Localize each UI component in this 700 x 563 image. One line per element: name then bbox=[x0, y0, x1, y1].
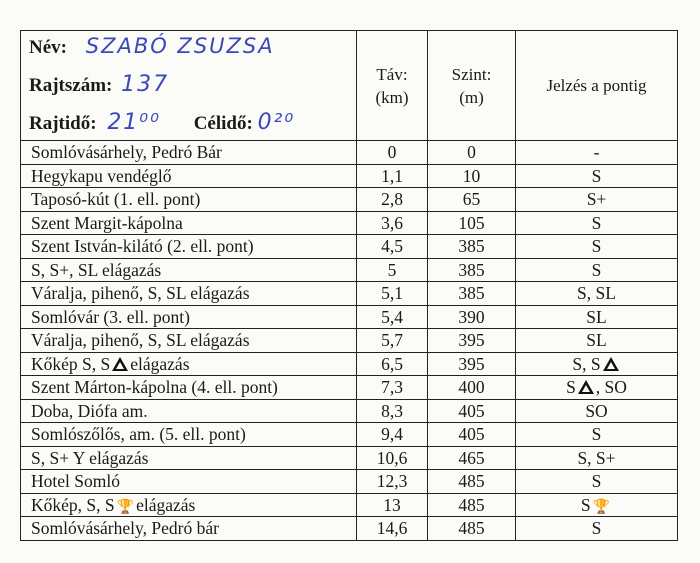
start-value: 21⁰⁰ bbox=[107, 110, 161, 135]
checkpoint-name-text: S, S+, SL elágazás bbox=[31, 259, 162, 280]
table-row bbox=[21, 235, 678, 259]
checkpoint-table bbox=[20, 30, 678, 541]
elevation-cell: 395 bbox=[428, 329, 516, 353]
distance-cell: 0 bbox=[357, 141, 428, 165]
checkpoint-name bbox=[21, 446, 357, 470]
distance-cell: 10,6 bbox=[357, 446, 428, 470]
table-row bbox=[21, 517, 678, 541]
checkpoint-name bbox=[21, 423, 357, 447]
finish-value: 0²⁰ bbox=[257, 110, 296, 135]
checkpoint-name bbox=[21, 352, 357, 376]
elevation-cell: 485 bbox=[428, 517, 516, 541]
checkpoint-name-text: Váralja, pihenő, S, SL elágazás bbox=[31, 283, 250, 304]
checkpoint-name bbox=[21, 305, 357, 329]
start-label: Rajtidő: bbox=[29, 113, 97, 134]
distance-cell: 5 bbox=[357, 258, 428, 282]
distance-cell: 3,6 bbox=[357, 211, 428, 235]
marking-suffix: , SO bbox=[595, 377, 627, 398]
checkpoint-name-text: Hegykapu vendéglő bbox=[31, 165, 172, 186]
distance-cell: 4,5 bbox=[357, 235, 428, 259]
checkpoint-name bbox=[21, 399, 357, 423]
checkpoint-name bbox=[21, 235, 357, 259]
table-row bbox=[21, 376, 678, 400]
cup-icon: 🏆 bbox=[592, 499, 611, 515]
table-row bbox=[21, 352, 678, 376]
triangle-icon bbox=[603, 357, 619, 371]
marking-text: S bbox=[591, 518, 602, 539]
name-value: SZABÓ ZSUZSA bbox=[85, 34, 275, 58]
finish-label: Célidő: bbox=[193, 113, 253, 134]
marking-cell bbox=[516, 517, 678, 541]
name-label: Név: bbox=[29, 37, 67, 58]
distance-cell: 12,3 bbox=[357, 470, 428, 494]
checkpoint-name bbox=[21, 164, 357, 188]
checkpoint-name-text: Szent István-kilátó (2. ell. pont) bbox=[31, 236, 254, 257]
elevation-cell: 395 bbox=[428, 352, 516, 376]
table-row bbox=[21, 141, 678, 165]
marking-cell bbox=[516, 188, 678, 212]
marking-text: S, SL bbox=[577, 283, 616, 304]
marking-cell bbox=[516, 141, 678, 165]
distance-header bbox=[357, 31, 428, 141]
table-row bbox=[21, 282, 678, 306]
elevation-cell: 385 bbox=[428, 282, 516, 306]
marking-text: S bbox=[580, 494, 591, 515]
triangle-icon bbox=[578, 380, 594, 394]
distance-cell: 6,5 bbox=[357, 352, 428, 376]
distance-header-unit: (km) bbox=[375, 87, 409, 107]
checkpoint-name bbox=[21, 470, 357, 494]
distance-cell: 5,7 bbox=[357, 329, 428, 353]
checkpoint-name-text: Szent Márton-kápolna (4. ell. pont) bbox=[31, 377, 278, 398]
marking-cell bbox=[516, 258, 678, 282]
elevation-cell: 105 bbox=[428, 211, 516, 235]
elevation-cell: 485 bbox=[428, 493, 516, 517]
marking-cell bbox=[516, 446, 678, 470]
distance-cell: 9,4 bbox=[357, 423, 428, 447]
elevation-header bbox=[428, 31, 516, 141]
elevation-cell: 65 bbox=[428, 188, 516, 212]
checkpoint-name-text: Somlóvásárhely, Pedró bár bbox=[31, 518, 219, 539]
marking-cell bbox=[516, 423, 678, 447]
marking-cell bbox=[516, 282, 678, 306]
checkpoint-name-text: Kőkép, S, S bbox=[31, 494, 115, 515]
marking-text: S bbox=[591, 165, 602, 186]
distance-header-label: Táv: bbox=[376, 64, 408, 84]
marking-text: S bbox=[591, 236, 602, 257]
checkpoint-name-text: Váralja, pihenő, S, SL elágazás bbox=[31, 330, 250, 351]
checkpoint-name bbox=[21, 258, 357, 282]
marking-text: SO bbox=[585, 400, 608, 421]
marking-text: S bbox=[591, 259, 602, 280]
checkpoint-name-text: Kőkép S, S bbox=[31, 353, 111, 374]
table-row bbox=[21, 399, 678, 423]
checkpoint-name bbox=[21, 141, 357, 165]
marking-header: Jelzés a pontig bbox=[516, 31, 678, 141]
marking-cell bbox=[516, 329, 678, 353]
marking-cell bbox=[516, 376, 678, 400]
elevation-cell: 485 bbox=[428, 470, 516, 494]
marking-text: S, S bbox=[572, 353, 601, 374]
elevation-cell: 390 bbox=[428, 305, 516, 329]
checkpoint-name-text: Somlóvár (3. ell. pont) bbox=[31, 306, 190, 327]
cup-icon: 🏆 bbox=[116, 499, 135, 515]
marking-cell bbox=[516, 211, 678, 235]
checkpoint-name-text: Hotel Somló bbox=[31, 471, 120, 492]
route-card bbox=[20, 30, 677, 553]
bib-label: Rajtszám: bbox=[29, 75, 113, 96]
table-row bbox=[21, 258, 678, 282]
elevation-cell: 385 bbox=[428, 258, 516, 282]
elevation-cell: 405 bbox=[428, 399, 516, 423]
marking-text: - bbox=[593, 142, 600, 163]
bib-value: 137 bbox=[121, 72, 170, 97]
elevation-cell: 400 bbox=[428, 376, 516, 400]
participant-info bbox=[21, 31, 357, 141]
table-row bbox=[21, 470, 678, 494]
checkpoint-name-text: Doba, Diófa am. bbox=[31, 400, 148, 421]
marking-cell bbox=[516, 399, 678, 423]
checkpoint-name bbox=[21, 282, 357, 306]
elevation-cell: 405 bbox=[428, 423, 516, 447]
marking-text: S+ bbox=[586, 189, 607, 210]
marking-text: S bbox=[566, 377, 576, 398]
elevation-header-label: Szint: bbox=[451, 64, 492, 84]
checkpoint-name-suffix: elágazás bbox=[136, 494, 196, 515]
marking-cell bbox=[516, 164, 678, 188]
checkpoint-name bbox=[21, 493, 357, 517]
table-row bbox=[21, 446, 678, 470]
marking-text: SL bbox=[586, 330, 607, 351]
distance-cell: 14,6 bbox=[357, 517, 428, 541]
marking-cell bbox=[516, 470, 678, 494]
elevation-cell: 385 bbox=[428, 235, 516, 259]
table-row bbox=[21, 164, 678, 188]
checkpoint-name bbox=[21, 329, 357, 353]
marking-text: S bbox=[591, 471, 602, 492]
checkpoint-name-text: Somlóvásárhely, Pedró Bár bbox=[31, 142, 222, 163]
table-row bbox=[21, 329, 678, 353]
distance-cell: 1,1 bbox=[357, 164, 428, 188]
elevation-cell: 465 bbox=[428, 446, 516, 470]
elevation-header-unit: (m) bbox=[459, 87, 484, 107]
marking-text: SL bbox=[586, 306, 607, 327]
table-row bbox=[21, 423, 678, 447]
marking-cell bbox=[516, 493, 678, 517]
marking-cell bbox=[516, 352, 678, 376]
checkpoint-name-text: Somlószőlős, am. (5. ell. pont) bbox=[31, 424, 246, 445]
checkpoint-name-text: Taposó-kút (1. ell. pont) bbox=[31, 189, 201, 210]
table-row bbox=[21, 493, 678, 517]
header-row bbox=[21, 31, 678, 141]
table-row bbox=[21, 188, 678, 212]
checkpoint-name-text: S, S+ Y elágazás bbox=[31, 447, 149, 468]
distance-cell: 5,4 bbox=[357, 305, 428, 329]
distance-cell: 5,1 bbox=[357, 282, 428, 306]
checkpoint-name-suffix: elágazás bbox=[130, 353, 190, 374]
marking-text: S bbox=[591, 212, 602, 233]
distance-cell: 2,8 bbox=[357, 188, 428, 212]
marking-cell bbox=[516, 305, 678, 329]
table-row bbox=[21, 305, 678, 329]
triangle-icon bbox=[112, 357, 128, 371]
checkpoint-name-text: Szent Margit-kápolna bbox=[31, 212, 183, 233]
marking-cell bbox=[516, 235, 678, 259]
distance-cell: 8,3 bbox=[357, 399, 428, 423]
checkpoint-name bbox=[21, 211, 357, 235]
elevation-cell: 0 bbox=[428, 141, 516, 165]
elevation-cell: 10 bbox=[428, 164, 516, 188]
checkpoint-name bbox=[21, 376, 357, 400]
distance-cell: 7,3 bbox=[357, 376, 428, 400]
marking-text: S bbox=[591, 424, 602, 445]
marking-text: S, S+ bbox=[577, 447, 616, 468]
distance-cell: 13 bbox=[357, 493, 428, 517]
table-row bbox=[21, 211, 678, 235]
checkpoint-name bbox=[21, 517, 357, 541]
checkpoint-name bbox=[21, 188, 357, 212]
